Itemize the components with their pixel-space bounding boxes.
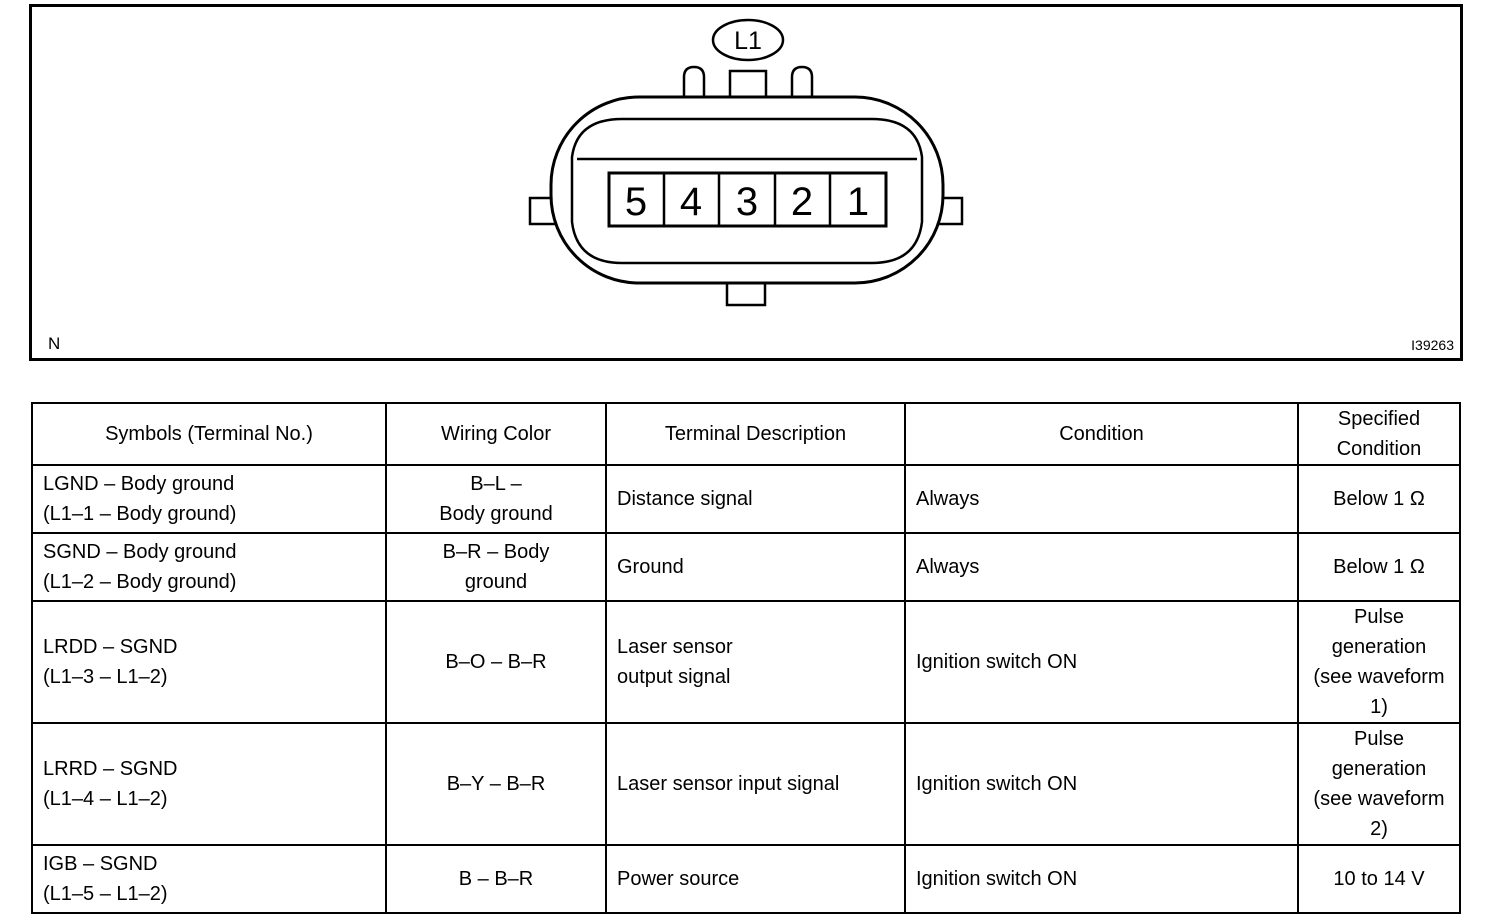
connector-figure <box>29 4 1463 361</box>
terminal-4: 4 <box>679 180 703 224</box>
table-header-row <box>32 403 1460 465</box>
cell-wiring-color: B–L – Body ground <box>386 465 606 533</box>
cell-description: Power source <box>606 845 905 913</box>
cell-condition: Ignition switch ON <box>905 723 1298 845</box>
cell-symbols: LRRD – SGND (L1–4 – L1–2) <box>32 723 386 845</box>
latch-left <box>684 67 704 99</box>
terminal-spec-table <box>31 402 1461 914</box>
cell-wiring-color: B–O – B–R <box>386 601 606 723</box>
cell-specified: Below 1 Ω <box>1298 533 1460 601</box>
connector-label: L1 <box>734 27 762 55</box>
cell-wiring-color: B–R – Body ground <box>386 533 606 601</box>
view-label: N <box>48 334 61 353</box>
terminal-5: 5 <box>624 180 648 224</box>
cell-symbols: LRDD – SGND (L1–3 – L1–2) <box>32 601 386 723</box>
header-symbols: Symbols (Terminal No.) <box>32 403 386 465</box>
header-specified-condition: Specified Condition <box>1298 403 1460 465</box>
cell-specified: Pulse generation (see waveform 2) <box>1298 723 1460 845</box>
cell-specified: 10 to 14 V <box>1298 845 1460 913</box>
cell-condition: Ignition switch ON <box>905 601 1298 723</box>
cell-condition: Always <box>905 465 1298 533</box>
header-condition: Condition <box>905 403 1298 465</box>
terminal-1: 1 <box>846 180 870 224</box>
table-row <box>32 533 1460 601</box>
cell-symbols: SGND – Body ground (L1–2 – Body ground) <box>32 533 386 601</box>
cell-wiring-color: B – B–R <box>386 845 606 913</box>
cell-wiring-color: B–Y – B–R <box>386 723 606 845</box>
terminal-block <box>609 173 886 226</box>
header-terminal-description: Terminal Description <box>606 403 905 465</box>
table-row <box>32 723 1460 845</box>
latch-right <box>792 67 812 99</box>
cell-symbols: IGB – SGND (L1–5 – L1–2) <box>32 845 386 913</box>
table-row <box>32 601 1460 723</box>
figure-code: I39263 <box>1411 337 1454 353</box>
cell-description: Laser sensor input signal <box>606 723 905 845</box>
terminal-2: 2 <box>790 180 814 224</box>
cell-description: Ground <box>606 533 905 601</box>
cell-description: Laser sensor output signal <box>606 601 905 723</box>
cell-symbols: LGND – Body ground (L1–1 – Body ground) <box>32 465 386 533</box>
cell-specified: Below 1 Ω <box>1298 465 1460 533</box>
terminal-3: 3 <box>735 180 759 224</box>
header-wiring-color: Wiring Color <box>386 403 606 465</box>
table-row <box>32 465 1460 533</box>
cell-specified: Pulse generation (see waveform 1) <box>1298 601 1460 723</box>
cell-description: Distance signal <box>606 465 905 533</box>
cell-condition: Ignition switch ON <box>905 845 1298 913</box>
connector-diagram <box>32 7 1460 358</box>
cell-condition: Always <box>905 533 1298 601</box>
table-row <box>32 845 1460 913</box>
